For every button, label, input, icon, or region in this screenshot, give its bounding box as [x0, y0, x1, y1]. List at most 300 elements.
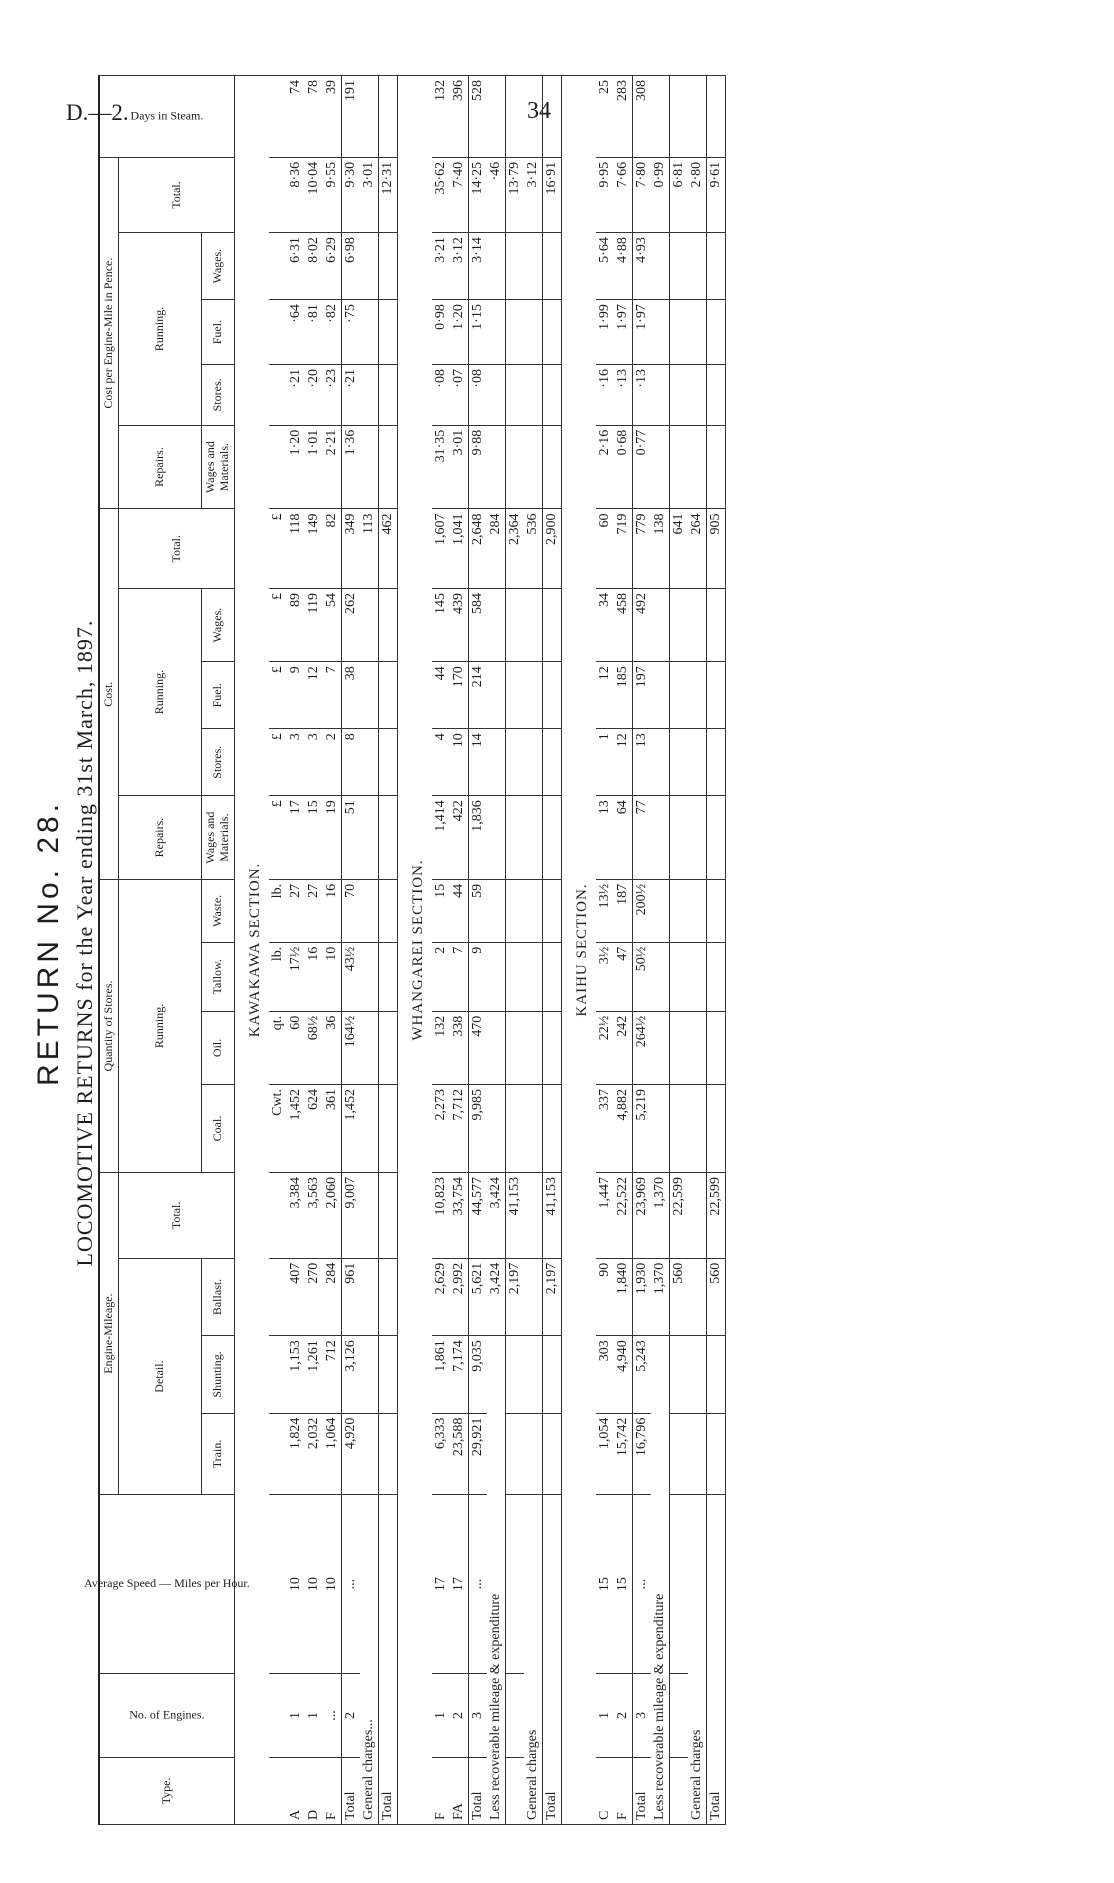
cell-pence-stores: ·20	[305, 365, 323, 426]
cell-cost-repairs: 15	[305, 796, 323, 880]
cell-coal: 7,712	[450, 1085, 469, 1173]
cell-cost-total: 905	[707, 509, 726, 589]
cell-train: 15,742	[614, 1413, 633, 1495]
cell-label: General charges	[688, 1495, 707, 1825]
cell-mileage-total: 22,522	[614, 1172, 633, 1258]
table-row	[323, 76, 342, 1825]
cell-mileage-total: 3,563	[305, 1172, 323, 1258]
cell-shunting: 7,174	[450, 1336, 469, 1413]
page-number: 34	[527, 98, 551, 124]
header-pence-total: Total.	[118, 157, 234, 232]
cell-pence-wages: 8·02	[305, 233, 323, 300]
cell-cost-total: 113	[360, 509, 379, 589]
cell-pence-total: 0·99	[651, 157, 670, 232]
cell-ballast: 407	[287, 1258, 305, 1335]
cell-pence-total: ·46	[487, 157, 506, 232]
cell-coal: 1,452	[342, 1085, 361, 1173]
cell-label: General charges...	[360, 1495, 379, 1825]
cell-cost-total: 1,041	[450, 509, 469, 589]
cell-oil: 22½	[596, 1011, 614, 1084]
cell-pence-repairs: 2·21	[323, 425, 342, 509]
cell-engines: 1	[305, 1673, 323, 1757]
cell-waste: 200½	[633, 879, 652, 942]
section-title: KAIHU SECTION.	[562, 76, 597, 1825]
cell-coal: 624	[305, 1085, 323, 1173]
cell-days: 396	[450, 76, 469, 158]
cell-waste: 15	[432, 879, 450, 942]
cell-cost-total: 536	[524, 509, 543, 589]
total-row	[633, 76, 652, 1825]
cell-train: 1,054	[596, 1413, 614, 1495]
cell-oil: 264½	[633, 1011, 652, 1084]
cell-coal: 4,882	[614, 1085, 633, 1173]
cell-cost-fuel: 214	[469, 662, 488, 729]
cell-cost-total: 2,900	[543, 509, 562, 589]
cell-cost-repairs: 77	[633, 796, 652, 880]
header-cost-wages-materials: Wages and Materials.	[202, 796, 235, 880]
header-cost-total: Total.	[118, 509, 234, 589]
header-pence-wages: Wages.	[202, 233, 235, 300]
cell-cost-stores: 14	[469, 729, 488, 796]
unit-pound: £	[269, 588, 287, 661]
cell-pence-wages: 3·12	[450, 233, 469, 300]
cell-engines: 3	[469, 1673, 488, 1757]
cell-ballast: 961	[342, 1258, 361, 1335]
general-charges-row	[688, 76, 707, 1825]
header-avg-speed: Average Speed — Miles per Hour.	[99, 1495, 235, 1674]
cell-mileage-total: 41,153	[506, 1172, 525, 1258]
cell-cost-total: 719	[614, 509, 633, 589]
cell-pence-total: 14·25	[469, 157, 488, 232]
cell-ballast: 2,197	[543, 1258, 562, 1335]
cell-pence-repairs: 9·88	[469, 425, 488, 509]
header-shunting: Shunting.	[202, 1336, 235, 1413]
cell-speed: 10	[287, 1495, 305, 1674]
cell-pence-repairs: 1·20	[287, 425, 305, 509]
cell-mileage-total: 1,447	[596, 1172, 614, 1258]
header-waste: Waste.	[202, 879, 235, 942]
cell-type: Total	[633, 1758, 652, 1825]
header-cost-repairs: Repairs.	[118, 796, 202, 880]
cell-cost-fuel: 12	[596, 662, 614, 729]
cell-ballast: 560	[707, 1258, 726, 1335]
cell-pence-stores: ·08	[432, 365, 450, 426]
less-recoverable-row	[651, 76, 670, 1825]
cell-engines: 2	[450, 1673, 469, 1757]
cell-shunting: 9,035	[469, 1336, 488, 1413]
cell-waste: 59	[469, 879, 488, 942]
cell-cost-fuel: 170	[450, 662, 469, 729]
total-row	[342, 76, 361, 1825]
cell-mileage-total: 1,370	[651, 1172, 670, 1258]
cell-pence-total: 6·81	[670, 157, 689, 232]
cell-ballast: 560	[670, 1258, 689, 1335]
cell-days: 308	[633, 76, 652, 158]
cell-type: C	[596, 1758, 614, 1825]
header-tallow: Tallow.	[202, 942, 235, 1011]
cell-ballast: 1,930	[633, 1258, 652, 1335]
cell-pence-fuel: ·64	[287, 300, 305, 365]
header-engine-mileage: Engine-Mileage.	[99, 1172, 118, 1494]
cell-cost-repairs: 13	[596, 796, 614, 880]
header-oil: Oil.	[202, 1011, 235, 1084]
cell-cost-repairs: 64	[614, 796, 633, 880]
header-pence-wages-materials: Wages and Materials.	[202, 425, 235, 509]
cell-train: 29,921	[469, 1413, 488, 1495]
cell-pence-wages: 3·21	[432, 233, 450, 300]
cell-cost-stores: 10	[450, 729, 469, 796]
cell-speed: ...	[342, 1495, 361, 1674]
cell-shunting: 1,261	[305, 1336, 323, 1413]
cell-engines: 1	[287, 1673, 305, 1757]
table-row	[614, 76, 633, 1825]
cell-cost-fuel: 44	[432, 662, 450, 729]
cell-pence-total: 2·80	[688, 157, 707, 232]
cell-shunting: 1,153	[287, 1336, 305, 1413]
cell-type: A	[287, 1758, 305, 1825]
cell-cost-total: 264	[688, 509, 707, 589]
header-cost-wages: Wages.	[202, 588, 235, 661]
cell-cost-wages: 89	[287, 588, 305, 661]
header-cost: Cost.	[99, 509, 118, 879]
cell-mileage-total: 22,599	[670, 1172, 689, 1258]
cell-pence-total: 7·66	[614, 157, 633, 232]
cell-pence-stores: ·13	[614, 365, 633, 426]
cell-cost-fuel: 7	[323, 662, 342, 729]
cell-mileage-total: 44,577	[469, 1172, 488, 1258]
cell-tallow: 2	[432, 942, 450, 1011]
cell-cost-repairs: 1,836	[469, 796, 488, 880]
cell-cost-total: 118	[287, 509, 305, 589]
header-ballast: Ballast.	[202, 1258, 235, 1335]
unit-oil: qt.	[269, 1011, 287, 1084]
cell-mileage-total: 22,599	[707, 1172, 726, 1258]
cell-type: F	[432, 1758, 450, 1825]
cell-cost-fuel: 185	[614, 662, 633, 729]
cell-ballast: 2,992	[450, 1258, 469, 1335]
cell-oil: 132	[432, 1011, 450, 1084]
header-pence-repairs: Repairs.	[118, 425, 202, 509]
cell-ballast: 284	[323, 1258, 342, 1335]
header-cost-fuel: Fuel.	[202, 662, 235, 729]
cell-pence-stores: ·16	[596, 365, 614, 426]
cell-pence-fuel: 1·99	[596, 300, 614, 365]
cell-cost-total: 138	[651, 509, 670, 589]
cell-pence-total: 3·01	[360, 157, 379, 232]
cell-pence-repairs: 3·01	[450, 425, 469, 509]
general-charges-row	[524, 76, 543, 1825]
cell-pence-total: 16·91	[543, 157, 562, 232]
cell-cost-fuel: 9	[287, 662, 305, 729]
cell-pence-total: 12·31	[379, 157, 398, 232]
cell-shunting: 5,243	[633, 1336, 652, 1413]
unit-pound: £	[269, 509, 287, 589]
cell-mileage-total: 2,060	[323, 1172, 342, 1258]
section-title: WHANGAREI SECTION.	[398, 76, 433, 1825]
final-total-row	[707, 76, 726, 1825]
cell-pence-wages: 6·29	[323, 233, 342, 300]
cell-pence-total: 8·36	[287, 157, 305, 232]
cell-waste: 27	[305, 879, 323, 942]
cell-cost-total: 641	[670, 509, 689, 589]
cell-pence-repairs: 31·35	[432, 425, 450, 509]
cell-days: 283	[614, 76, 633, 158]
cell-train: 23,588	[450, 1413, 469, 1495]
table-row	[432, 76, 450, 1825]
cell-coal: 9,985	[469, 1085, 488, 1173]
cell-ballast: 90	[596, 1258, 614, 1335]
cell-cost-repairs: 17	[287, 796, 305, 880]
table-row	[305, 76, 323, 1825]
cell-cost-wages: 584	[469, 588, 488, 661]
cell-days: 132	[432, 76, 450, 158]
cell-cost-stores: 3	[305, 729, 323, 796]
header-pence-fuel: Fuel.	[202, 300, 235, 365]
unit-coal: Cwt.	[269, 1085, 287, 1173]
cell-label: Less recoverable mileage & expenditure	[651, 1336, 670, 1825]
cell-cost-repairs: 51	[342, 796, 361, 880]
cell-pence-wages: 6·31	[287, 233, 305, 300]
cell-pence-repairs: 0·68	[614, 425, 633, 509]
section-title: KAWAKAWA SECTION.	[235, 76, 270, 1825]
cell-cost-total: 1,607	[432, 509, 450, 589]
cell-mileage-total: 41,153	[543, 1172, 562, 1258]
cell-type: F	[323, 1758, 342, 1825]
cell-pence-wages: 5·64	[596, 233, 614, 300]
cell-tallow: 47	[614, 942, 633, 1011]
cell-coal: 5,219	[633, 1085, 652, 1173]
cell-ballast: 1,370	[651, 1258, 670, 1335]
cell-pence-stores: ·21	[287, 365, 305, 426]
cell-label: General charges	[524, 1495, 543, 1825]
cell-cost-total: 349	[342, 509, 361, 589]
cell-label: Total	[707, 1495, 726, 1825]
cell-waste: 16	[323, 879, 342, 942]
cell-pence-total: 9·61	[707, 157, 726, 232]
cell-pence-stores: ·07	[450, 365, 469, 426]
cell-train: 1,824	[287, 1413, 305, 1495]
cell-waste: 187	[614, 879, 633, 942]
cell-pence-total: 3·12	[524, 157, 543, 232]
cell-oil: 60	[287, 1011, 305, 1084]
cell-pence-total: 7·80	[633, 157, 652, 232]
cell-label: Less recoverable mileage & expenditure	[487, 1336, 506, 1825]
return-title: RETURN No. 28.	[32, 799, 65, 1087]
cell-ballast: 2,197	[506, 1258, 525, 1335]
cell-type: Total	[469, 1758, 488, 1825]
cell-cost-stores: 2	[323, 729, 342, 796]
cell-cost-total: 2,364	[506, 509, 525, 589]
cell-days: 39	[323, 76, 342, 158]
header-detail: Detail.	[118, 1258, 202, 1495]
cell-cost-stores: 4	[432, 729, 450, 796]
cell-cost-stores: 8	[342, 729, 361, 796]
cell-waste: 27	[287, 879, 305, 942]
cell-cost-stores: 3	[287, 729, 305, 796]
unit-tallow: lb.	[269, 942, 287, 1011]
cell-coal: 361	[323, 1085, 342, 1173]
cell-coal: 2,273	[432, 1085, 450, 1173]
cell-oil: 470	[469, 1011, 488, 1084]
cell-cost-wages: 492	[633, 588, 652, 661]
cell-tallow: 9	[469, 942, 488, 1011]
cell-days: 74	[287, 76, 305, 158]
cell-cost-wages: 54	[323, 588, 342, 661]
general-charges-row	[360, 76, 379, 1825]
cell-cost-total: 462	[379, 509, 398, 589]
cell-train: 16,796	[633, 1413, 652, 1495]
header-days-in-steam: Days in Steam.	[99, 76, 235, 158]
cell-pence-fuel: 0·98	[432, 300, 450, 365]
cell-engines: 1	[596, 1673, 614, 1757]
return-subtitle: LOCOMOTIVE RETURNS for the Year ending 31st March, 1897.	[72, 619, 97, 1267]
cell-cost-stores: 12	[614, 729, 633, 796]
header-no-engines: No. of Engines.	[99, 1673, 235, 1757]
cell-tallow: 7	[450, 942, 469, 1011]
cell-cost-total: 284	[487, 509, 506, 589]
cell-pence-total: 35·62	[432, 157, 450, 232]
cell-tallow: 17½	[287, 942, 305, 1011]
cell-oil: 68½	[305, 1011, 323, 1084]
table-row	[596, 76, 614, 1825]
cell-mileage-total: 23,969	[633, 1172, 652, 1258]
header-train: Train.	[202, 1413, 235, 1495]
cell-tallow: 50½	[633, 942, 652, 1011]
cell-days: 78	[305, 76, 323, 158]
cell-oil: 338	[450, 1011, 469, 1084]
cell-coal: 1,452	[287, 1085, 305, 1173]
cell-ballast: 270	[305, 1258, 323, 1335]
header-type: Type.	[99, 1758, 235, 1825]
cell-oil: 36	[323, 1011, 342, 1084]
cell-mileage-total: 3,424	[487, 1172, 506, 1258]
cell-pence-total: 7·40	[450, 157, 469, 232]
unit-waste: lb.	[269, 879, 287, 942]
cell-cost-wages: 119	[305, 588, 323, 661]
cell-oil: 164½	[342, 1011, 361, 1084]
cell-pence-stores: ·21	[342, 365, 361, 426]
cell-mileage-total: 9,007	[342, 1172, 361, 1258]
cell-engines: 1	[432, 1673, 450, 1757]
unit-pound: £	[269, 729, 287, 796]
cell-cost-repairs: 1,414	[432, 796, 450, 880]
cell-pence-stores: ·13	[633, 365, 652, 426]
cell-train: 6,333	[432, 1413, 450, 1495]
cell-train: 2,032	[305, 1413, 323, 1495]
cell-pence-total: 10·04	[305, 157, 323, 232]
cell-cost-total: 82	[323, 509, 342, 589]
cell-pence-total: 9·55	[323, 157, 342, 232]
unit-pound: £	[269, 796, 287, 880]
cell-speed: ...	[469, 1495, 488, 1674]
cell-oil: 242	[614, 1011, 633, 1084]
cell-speed: ...	[633, 1495, 652, 1674]
cell-cost-stores: 1	[596, 729, 614, 796]
cell-pence-total: 13·79	[506, 157, 525, 232]
cell-pence-fuel: 1·97	[633, 300, 652, 365]
cell-pence-stores: ·23	[323, 365, 342, 426]
cell-shunting: 303	[596, 1336, 614, 1413]
cell-pence-fuel: 1·97	[614, 300, 633, 365]
cell-cost-total: 60	[596, 509, 614, 589]
cell-pence-total: 9·95	[596, 157, 614, 232]
cell-pence-wages: 3·14	[469, 233, 488, 300]
cell-pence-fuel: 1·15	[469, 300, 488, 365]
cell-mileage-total: 10,823	[432, 1172, 450, 1258]
header-coal: Coal.	[202, 1085, 235, 1173]
table-row	[287, 76, 305, 1825]
cell-speed: 15	[596, 1495, 614, 1674]
cell-type: F	[614, 1758, 633, 1825]
cell-shunting: 1,861	[432, 1336, 450, 1413]
cell-waste: 13½	[596, 879, 614, 942]
cell-speed: 10	[323, 1495, 342, 1674]
cell-engines: 2	[342, 1673, 361, 1757]
cell-pence-total: 9·30	[342, 157, 361, 232]
cell-tallow: 43½	[342, 942, 361, 1011]
cell-cost-wages: 458	[614, 588, 633, 661]
cell-type: Total	[342, 1758, 361, 1825]
header-cost-stores: Stores.	[202, 729, 235, 796]
cell-shunting: 4,940	[614, 1336, 633, 1413]
document-reference: D.—2.	[66, 100, 129, 125]
header-mileage-total: Total.	[118, 1172, 234, 1258]
cell-pence-fuel: ·75	[342, 300, 361, 365]
cell-days: 191	[342, 76, 361, 158]
header-quantity-of-stores: Quantity of Stores.	[99, 879, 118, 1172]
cell-ballast: 1,840	[614, 1258, 633, 1335]
cell-speed: 17	[432, 1495, 450, 1674]
cell-cost-total: 149	[305, 509, 323, 589]
cell-cost-wages: 34	[596, 588, 614, 661]
header-stores-running: Running.	[118, 879, 202, 1172]
cell-days: 528	[469, 76, 488, 158]
cell-mileage-total: 3,384	[287, 1172, 305, 1258]
cell-label: Total	[543, 1495, 562, 1825]
cell-cost-fuel: 197	[633, 662, 652, 729]
cell-pence-repairs: 1·36	[342, 425, 361, 509]
cell-train: 1,064	[323, 1413, 342, 1495]
cell-pence-repairs: 2·16	[596, 425, 614, 509]
cell-cost-repairs: 19	[323, 796, 342, 880]
cell-pence-stores: ·08	[469, 365, 488, 426]
cell-ballast: 2,629	[432, 1258, 450, 1335]
cell-pence-fuel: ·82	[323, 300, 342, 365]
cell-type: D	[305, 1758, 323, 1825]
cell-pence-wages: 4·93	[633, 233, 652, 300]
cell-engines: 2	[614, 1673, 633, 1757]
cell-cost-wages: 145	[432, 588, 450, 661]
cell-tallow: 10	[323, 942, 342, 1011]
cell-cost-repairs: 422	[450, 796, 469, 880]
cell-train: 4,920	[342, 1413, 361, 1495]
cell-speed: 17	[450, 1495, 469, 1674]
header-pence-stores: Stores.	[202, 365, 235, 426]
final-total-row	[379, 76, 398, 1825]
rotated-page-content	[0, 3, 1114, 1883]
cell-cost-total: 779	[633, 509, 652, 589]
cell-coal: 337	[596, 1085, 614, 1173]
cell-cost-fuel: 38	[342, 662, 361, 729]
final-total-row	[543, 76, 562, 1825]
cell-type: FA	[450, 1758, 469, 1825]
table-row	[450, 76, 469, 1825]
cell-pence-fuel: ·81	[305, 300, 323, 365]
cell-engines: 3	[633, 1673, 652, 1757]
header-cost-per-mile: Cost per Engine-Mile in Pence.	[99, 157, 118, 509]
header-cost-running: Running.	[118, 588, 202, 795]
cell-cost-fuel: 12	[305, 662, 323, 729]
